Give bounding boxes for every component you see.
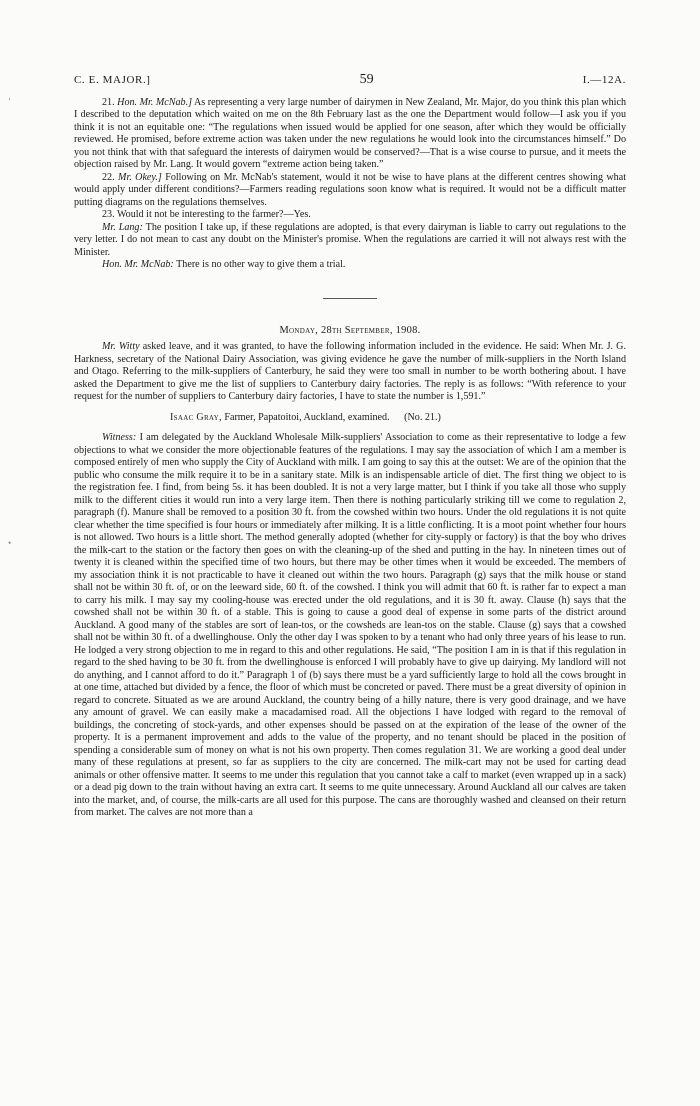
- speaker: Hon. Mr. McNab.]: [117, 96, 193, 108]
- witty-paragraph: [74, 341, 626, 404]
- speaker: Hon. Mr. McNab:: [102, 259, 174, 270]
- question-number: 21.: [102, 96, 115, 108]
- witness-paragraph: [74, 432, 626, 820]
- qa-paragraph: [74, 209, 626, 222]
- margin-mark: ‘: [8, 96, 11, 106]
- paragraph-text: Would it not be interesting to the farmer?—Yes.: [116, 209, 311, 220]
- paragraph-text: asked leave, and it was granted, to have the following information included in the evidence. He said: When Mr. J. G. Harkness, secretary of the National Dairy Association, was giving evidence he gave the number of milk-suppliers in the North Island and Otago. Referring to the milk-suppliers of Canterbury, he said they were too small in number to be worth bothering about. I have asked the Department to give me the list of suppliers to Canterbury dairy factories. The reply is as follows: “With reference to your request for the number of suppliers to Canterbury dairy factories, I have to state the number is 1,591.”: [74, 341, 626, 402]
- paragraph-text: There is no other way to give them a trial.: [176, 259, 346, 270]
- qa-paragraph: [74, 97, 626, 172]
- qa-paragraph: [74, 222, 626, 260]
- qa-paragraph: [74, 259, 626, 272]
- page-number: 59: [359, 72, 374, 87]
- paragraph-text: The position I take up, if these regulations are adopted, is that every dairyman is liable to carry out regulations to the very letter. I do not mean to cast any doubt on the Minister's promise. When the regulations are carried it will not always rest with the Minister.: [74, 221, 626, 258]
- witness-name: Isaac Gray,: [170, 411, 222, 423]
- speaker: Mr. Okey.]: [118, 171, 162, 183]
- running-header: [74, 74, 626, 87]
- speaker: Mr. Lang:: [102, 221, 143, 233]
- date-heading: Monday, 28th September, 1908.: [279, 324, 421, 336]
- witness-label: Witness:: [102, 432, 137, 443]
- header-right: I.—12A.: [582, 74, 626, 86]
- header-left: C. E. MAJOR.]: [74, 74, 151, 86]
- witness-description: Farmer, Papatoitoi, Auckland, examined.: [224, 411, 390, 423]
- witness-heading: [74, 412, 626, 425]
- qa-paragraph: [74, 172, 626, 210]
- speaker: Mr. Witty: [102, 341, 140, 352]
- question-number: 23.: [102, 209, 115, 220]
- question-number: 22.: [102, 171, 115, 183]
- section-divider: [323, 298, 377, 299]
- paragraph-text: Following on Mr. McNab's statement, would it not be wise to have plans at the different centres showing what would apply under different conditions?—Farmers reading regulations soon know what is required. It would not be a difficult matter putting diagrams on the regulations themselves.: [74, 171, 627, 208]
- document-page: [74, 74, 626, 820]
- paragraph-text: As representing a very large number of dairymen in New Zealand, Mr. Major, do you think this plan which I described to the deputation which waited on me on the 8th February last as the one the Department would follow—I ask you if you think it is not an equitable one: “The regulations when issued would be applied for one season, after which they would be officially reviewed. He promised, before extreme action was taken under the new regulations he would look into the circumstances himself.” Do you not think that with that safeguard the interests of dairymen would be conserved?—That is a wise course to pursue, and it meets the objection raised by Mr. Lang. It would govern “extreme action being taken.”: [74, 96, 626, 170]
- margin-mark: •: [8, 538, 12, 548]
- paragraph-text: I am delegated by the Auckland Wholesale Milk-suppliers' Association to come as their representative to lodge a few objections to what we consider the more objectionable features of the regulations. I may say the association of which I am a member is composed entirely of men who supply the City of Auckland with milk. I am going to say this at the outset: We are of the opinion that the public who consume the milk require it to be in a sanitary state. Milk is an indispensable article of diet. The first thing we object to is the registration fee. I find, from being 5s. it has been doubled. It is not a very large matter, but I think if you take all those who supply milk to the different cities it would run into a very large item. Then there is nothing particularly striking till we come to regulation 2, paragraph (f). Manure shall be removed to a position 30 ft. from the cowshed within two hours. Under the old regulations it is not quite clear whether the time specified is four hours or immediately after milking. It is a little conflicting. It is a moot point whether four hours is not allowed. Two hours is a little short. The method generally adopted (whether for city-supply or factory) is that the boy who drives the milk-cart to the station or the factory then goes on with the cleaning-up of the shed and putting in the hay. In nineteen times out of twenty it is cleaned within the specified time of two hours, but there may be other times when it would be exceeded. The members of my association think it is not practicable to have it cleaned out within the two hours. Paragraph (g) says that the milk house or stand shall not be within 30 ft. of, or on the leeward side, 60 ft. of the cowshed. I think you will admit that 60 ft. is rather far to expect a man to carry his milk. I may say my cooling-house was erected under the old regulations, and it is 30 ft. away. Clause (h) says that the cowshed shall not be within 30 ft. of a stable. This is going to cause a good deal of expense in some parts of the district around Auckland. A good many of the stables are sort of lean-tos, or the cowsheds are lean-tos on the stable. Clause (g) says that a cowshed shall not be within 30 ft. of a dwellinghouse. Only the other day I was spoken to by a tenant who had only three years of his lease to run. He lodged a very strong objection to me in regard to this and other regulations. He said, “The position I am in is that if this regulation in regard to the shed having to be 30 ft. from the dwellinghouse is enforced I will probably have to give up dairying. My landlord will not do anything, and I cannot afford to do it.” Paragraph 1 of (b) says there must be a yard sufficiently large to hold all the cows brought in at one time, attached but divided by a fence, the floor of which must be concreted or paved. There must be a great diversity of opinion in regard to concrete. Situated as we are around Auckland, the country being of a hilly nature, there is very good drainage, and we have any amount of gravel. We can easily make a macadamised road. All the objections I have lodged with regard to the removal of buildings, the concreting of stock-yards, and other expenses should be passed on at the expiration of the lease of the owner of the property. It is a permanent improvement and adds to the value of the property, and no tenant should be placed in the position of spending a considerable sum of money on what is not his own property. Then comes regulation 31. We are working a good deal under many of these regulations at present, so far as suppliers to the city are concerned. The milk-cart may not be used for carting dead animals or other offensive matter. It seems to me under this regulation that you cannot take a calf to market (even wrapped up in a sack) or a dead pig down to the train without having an extra cart. It seems to me quite unnecessary. Around Auckland all our calves are taken into the market, and, of course, the milk-carts are all used for this purpose. The cans are thoroughly washed and cleansed on their return from market. The calves are not more than a: [74, 432, 626, 818]
- witness-number: (No. 21.): [404, 411, 441, 423]
